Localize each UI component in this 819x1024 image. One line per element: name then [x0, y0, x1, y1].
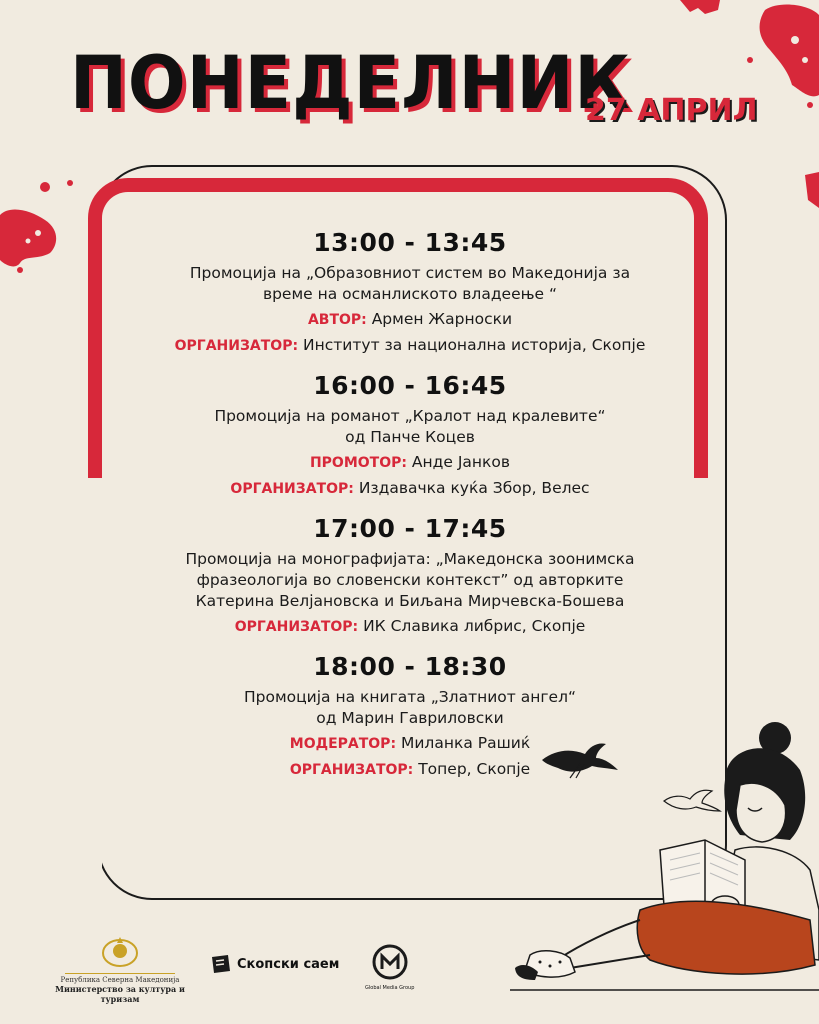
- gmg-logo: [365, 943, 414, 991]
- coat-of-arms-icon: [100, 933, 140, 967]
- event-organizer: ОРГАНИЗАТОР: ИК Славика либрис, Скопје: [234, 617, 586, 635]
- event-description: Промоција на романот „Кралот над кралевите“ од Панче Коцев: [214, 407, 606, 446]
- event-description: Промоција на книгата „Златниот ангел“ од Марин Гавриловски: [243, 688, 577, 727]
- ministry-country: Република Северна Македонија: [60, 976, 180, 984]
- flag-icon: [210, 953, 232, 975]
- event-organizer: ОРГАНИЗАТОР: Топер, Скопје: [289, 760, 531, 778]
- event-time: 16:00 - 16:45: [313, 371, 507, 400]
- paint-splatter-left: [0, 175, 90, 275]
- event-item: [110, 514, 710, 638]
- ministry-name: Министерство за култура и туризам: [55, 984, 185, 1004]
- event-promoter: ПРОМОТОР: Анде Јанков: [309, 453, 511, 471]
- saem-name: Скопски саем: [237, 956, 340, 972]
- event-description: Промоција на „Образовниот систем во Македонија за време на османлиското владеење “: [189, 264, 631, 303]
- event-time: 18:00 - 18:30: [313, 652, 507, 681]
- event-item: [110, 228, 710, 357]
- event-organizer: ОРГАНИЗАТОР: Институт за национална историја, Скопје: [174, 336, 646, 354]
- gmg-name: Global Media Group: [365, 985, 415, 991]
- footer-logos: [0, 925, 819, 1024]
- saem-logo: [210, 953, 339, 975]
- event-author: АВТОР: Армен Жарноски: [307, 310, 513, 328]
- paint-splatter-right: [800, 170, 819, 210]
- event-time: 13:00 - 13:45: [313, 228, 507, 257]
- event-description: Промоција на монографијата: „Македонска зоонимска фразеологија во словенски контекст” од авторките Катерина Велјановска и Биљана Мирчевска-Бошева: [185, 550, 635, 610]
- event-item: [110, 371, 710, 500]
- event-date: 27 АПРИЛ: [585, 93, 758, 128]
- page-title: ПОНЕДЕЛНИК: [70, 40, 631, 127]
- event-organizer: ОРГАНИЗАТОР: Издавачка куќа Збор, Велес: [230, 479, 590, 497]
- event-moderator: МОДЕРАТОР: Миланка Рашиќ: [289, 734, 531, 752]
- gmg-icon: [371, 943, 409, 981]
- ministry-logo: [55, 933, 185, 1004]
- event-time: 17:00 - 17:45: [313, 514, 507, 543]
